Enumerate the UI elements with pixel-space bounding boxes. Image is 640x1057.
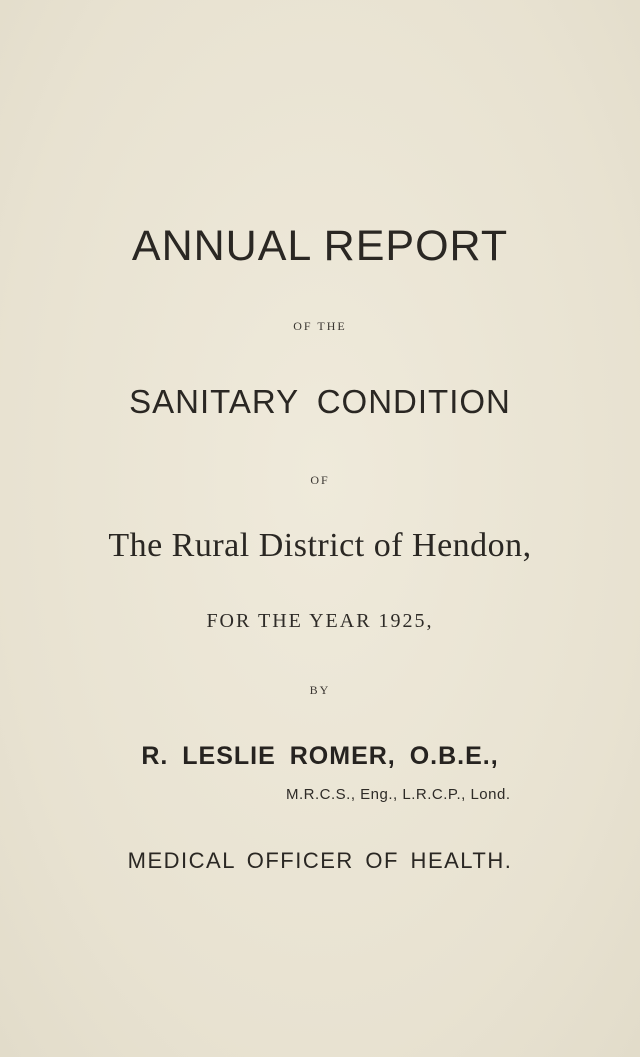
author-name: R. LESLIE ROMER, O.B.E., (141, 742, 499, 770)
of-label: OF (310, 473, 330, 487)
author-qualifications: M.R.C.S., Eng., L.R.C.P., Lond. (286, 786, 511, 803)
report-year: FOR THE YEAR 1925, (206, 610, 434, 632)
author-office: MEDICAL OFFICER OF HEALTH. (127, 848, 513, 873)
report-title: ANNUAL REPORT (131, 222, 509, 270)
report-subject: SANITARY CONDITION (129, 383, 511, 420)
by-label: BY (309, 683, 331, 697)
of-the-label: OF THE (293, 319, 347, 333)
district-name: The Rural District of Hendon, (108, 527, 532, 564)
